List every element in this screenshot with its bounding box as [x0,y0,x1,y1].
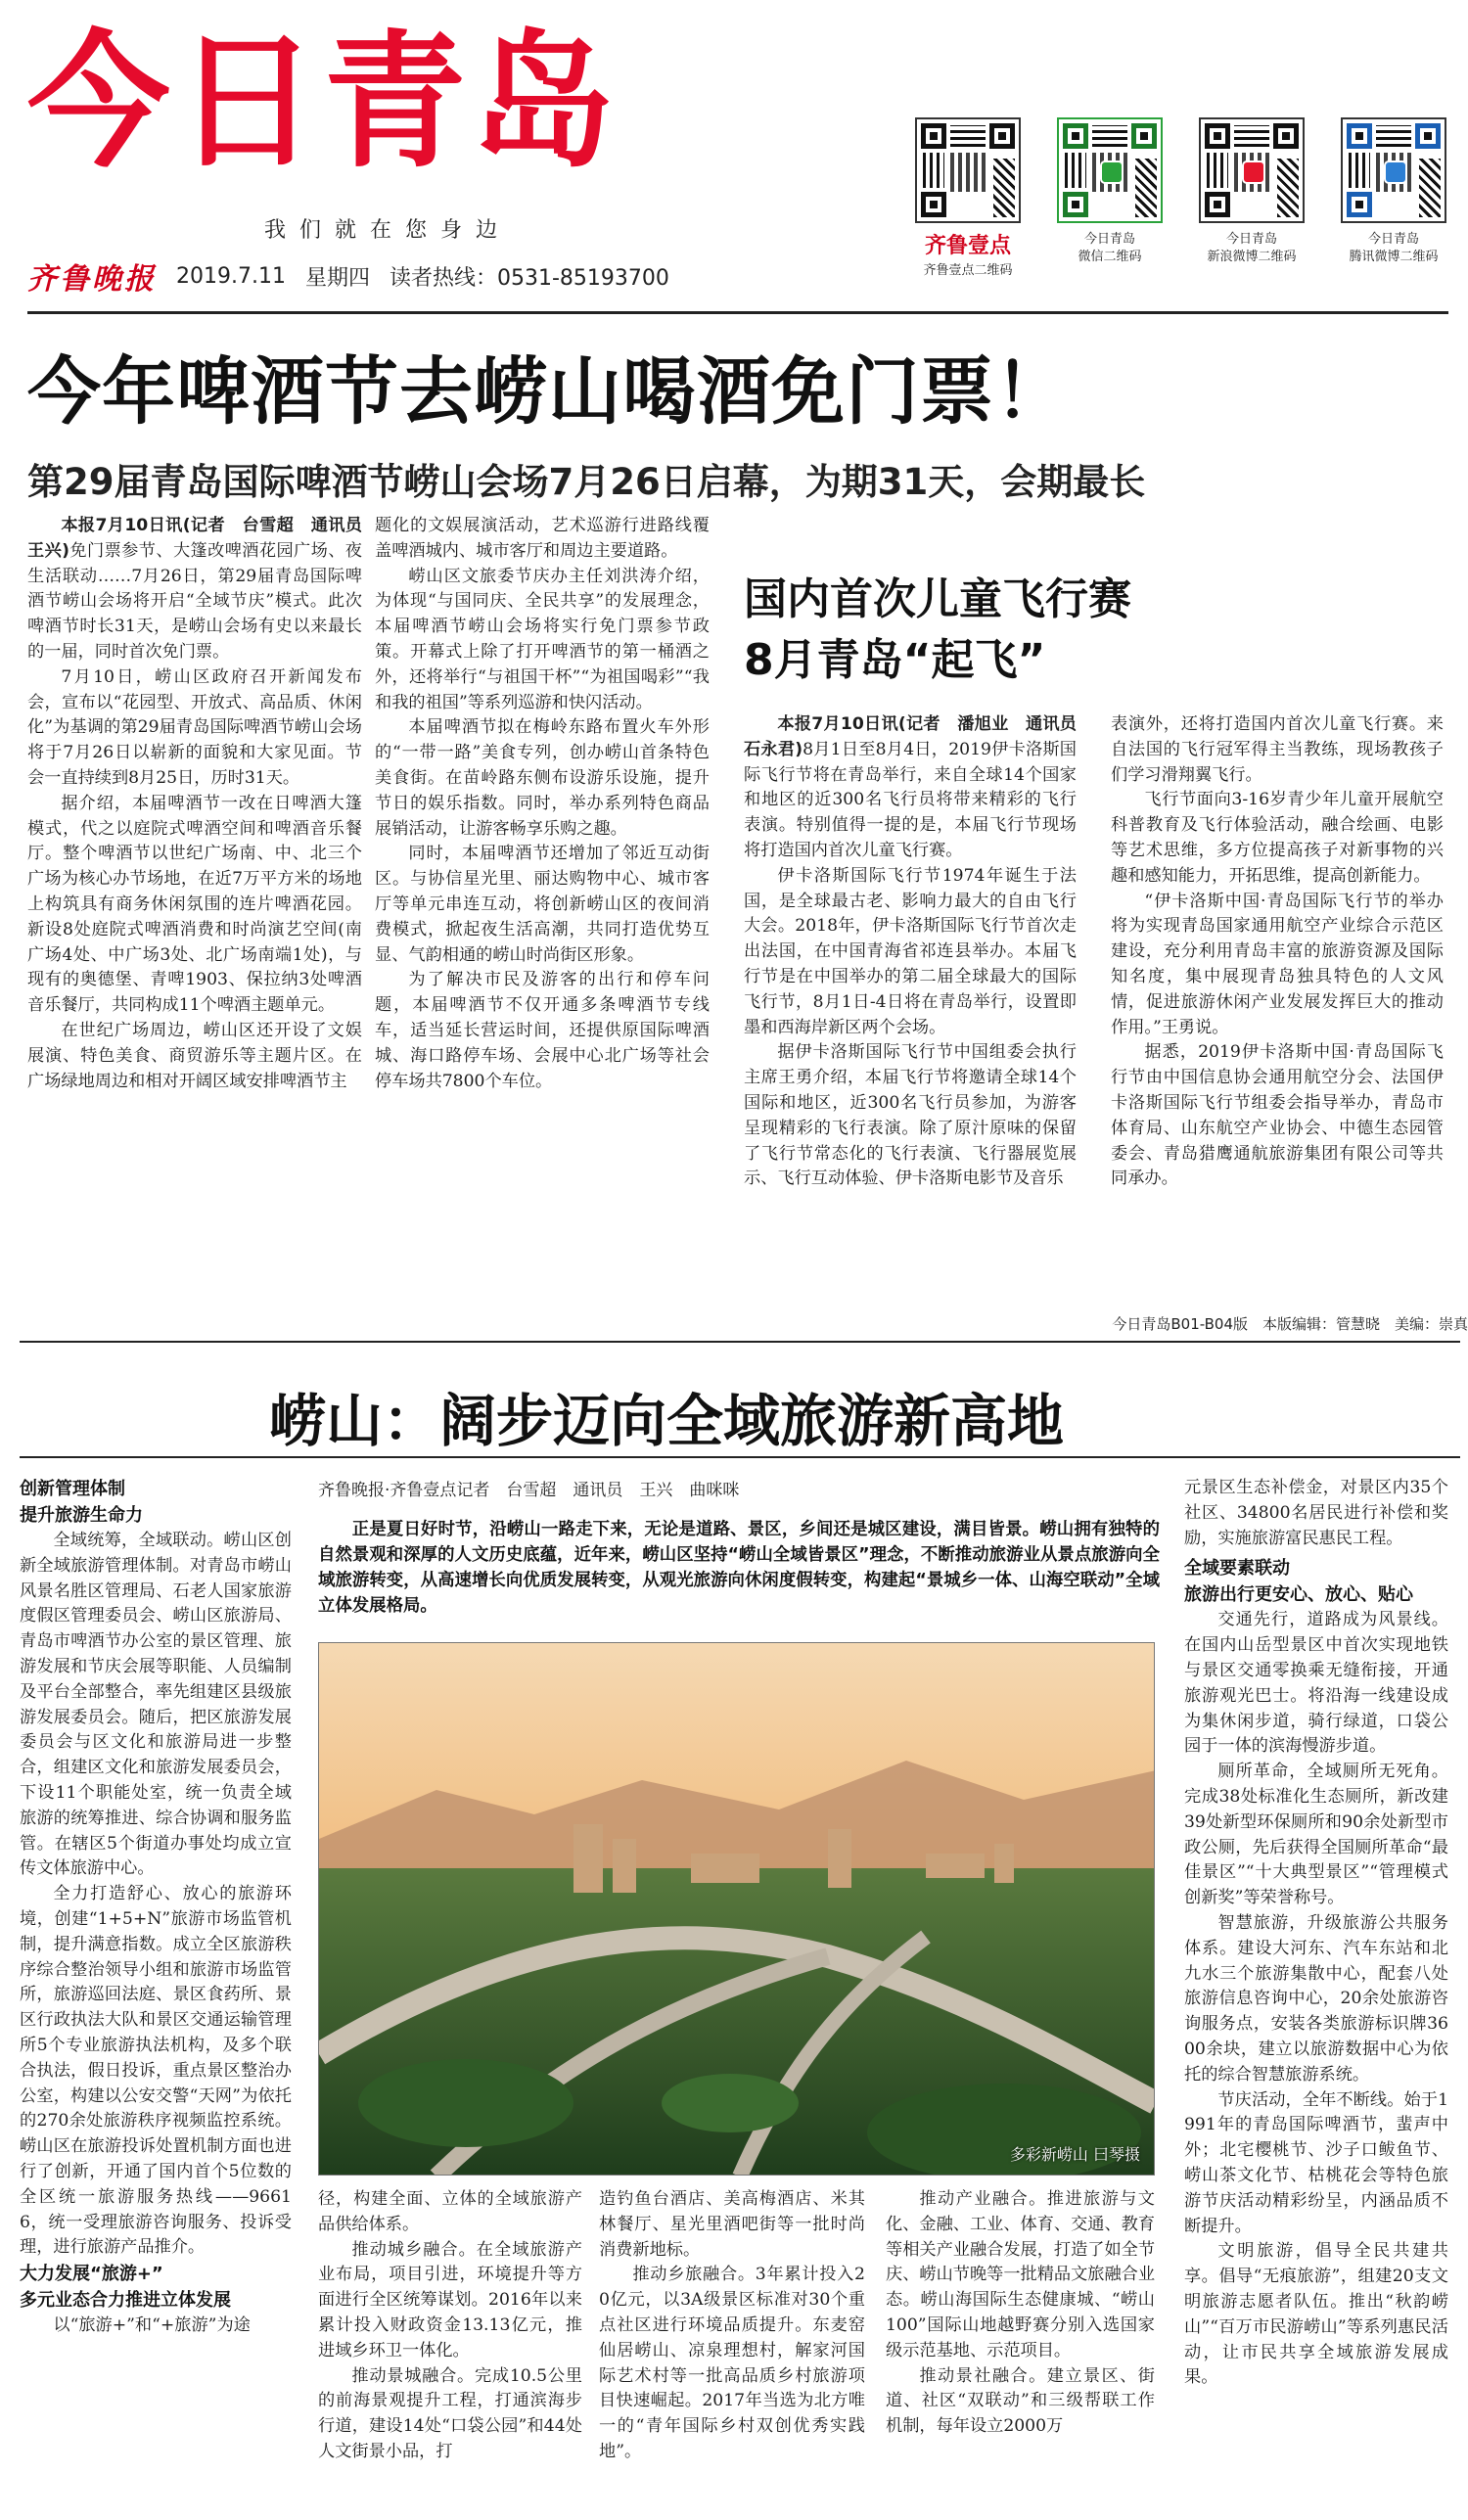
qilu-yidian-logo: 齐鲁壹点 [924,234,1011,258]
feature-right-col [1184,1476,1448,2391]
paragraph: 据介绍，本届啤酒节一改在日啤酒大篷模式，代之以庭院式啤酒空间和啤酒音乐餐厅。整个啤酒节以世纪广场南、中、北三个广场为核心办节场地，在近7万平方米的场地上构筑具有商务休闲氛围的连片啤酒花园。新设8处庭院式啤酒消费和时尚演艺空间(南广场4处、中广场3处、北广场南端1处)，与现有的奥德堡、青啤1903、保拉纳3处啤酒音乐餐厅，共同构成11个啤酒主题单元。 [27,793,362,1016]
lead-story-col1 [27,514,380,1094]
paragraph: 径，构建全面、立体的全域旅游产品供给体系。 [318,2189,582,2234]
paragraph: 在世纪广场周边，崂山区还开设了文娱展演、特色美食、商贸游乐等主题片区。在广场绿地周边和相对开阔区域安排啤酒节主 [27,1020,362,1091]
paragraph: 题化的文娱展演活动，艺术巡游行进路线覆盖啤酒城内、城市客厅和周边主要道路。 [375,516,710,561]
masthead-title: 今日青岛 [27,18,620,188]
paragraph: 推动乡旅融合。3年累计投入20亿元，以3A级景区标准对30个重点社区进行环境品质提升。东麦窑仙居崂山、凉泉理想村，解家河国际艺术村等一批高品质乡村旅游项目快速崛起。2017年当选为北方唯一的“青年国际乡村双创优秀实践地”。 [599,2265,865,2461]
feature-headline: 崂山：阔步迈向全域旅游新高地 [269,1388,1065,1454]
flight-story-col2 [1111,712,1444,1192]
paragraph: 飞行节面向3-16岁青少年儿童开展航空科普教育及飞行体验活动，融合绘画、电影等艺术思维，多方位提高孩子对新事物的兴趣和感知能力，开拓思维，提高创新能力。 [1111,790,1444,886]
paragraph: 造钓鱼台酒店、美高梅酒店、米其林餐厅、星光里酒吧街等一批时尚消费新地标。 [599,2189,865,2260]
qr-label: 齐鲁壹点二维码 [923,263,1013,278]
paragraph: “伊卡洛斯中国·青岛国际飞行节的举办将为实现青岛国家通用航空产业综合示范区建设，充分利用青岛丰富的旅游资源及国际知名度，集中展现青岛独具特色的人文风情，促进旅游休闲产业发展发挥巨大的推动作用。”王勇说。 [1111,891,1444,1037]
lead-subhead: 第29届青岛国际啤酒节崂山会场7月26日启幕，为期31天，会期最长 [27,461,1146,503]
qr-label: 今日青岛 腾讯微博二维码 [1349,232,1439,264]
paragraph: 交通先行，道路成为风景线。在国内山岳型景区中首次实现地铁与景区交通零换乘无缝衔接，开通旅游观光巴士。将沿海一线建设成为集休闲步道，骑行绿道，口袋公园于一体的滨海慢游步道。 [1184,1610,1448,1757]
section-subtitle: 创新管理体制 提升旅游生命力 [20,1479,143,1526]
hotline-label: 读者热线： [389,265,497,291]
paragraph: 本届啤酒节拟在梅岭东路布置火车外形的“一带一路”美食专列，创办崂山首条特色美食街。在苗岭路东侧布设游乐设施，提升节日的娱乐指数。同时，举办系列特色商品展销活动，让游客畅享乐购之趣。 [375,717,710,839]
paragraph: 伊卡洛斯国际飞行节1974年诞生于法国，是全球最古老、影响力最大的自由飞行大会。2018年，伊卡洛斯国际飞行节首次走出法国，在中国青海省祁连县举办。本届飞行节是在中国举办的第二届全球最大的国际飞行节，8月1日-4日将在青岛举行，设置即墨和西海岸新区两个会场。 [744,865,1077,1037]
paragraph: 推动城乡融合。在全域旅游产业布局，项目引进，环境提升等方面进行全区统筹谋划。2016年以来累计投入财政资金13.13亿元，推进域乡环卫一体化。 [318,2239,582,2360]
section-subtitle: 全域要素联动 旅游出行更安心、放心、贴心 [1184,1558,1413,1606]
paragraph: 推动景城融合。完成10.5公里的前海景观提升工程，打通滨海步行道，建设14处“口袋公园”和44处人文街景小品，打 [318,2365,582,2461]
paragraph: 据悉，2019伊卡洛斯中国·青岛国际飞行节由中国信息协会通用航空分会、法国伊卡洛斯国际飞行节组委会指导举办，青岛市体育局、山东航空产业协会、中德生态园管委会、青岛猎鹰通航旅游集团有限公司等共同承办。 [1111,1042,1444,1189]
paragraph: 节庆活动，全年不断线。始于1991年的青岛国际啤酒节，蜚声中外；北宅樱桃节、沙子口鲅鱼节、崂山茶文化节、枯桃花会等特色旅游节庆活动精彩纷呈，内涵品质不断提升。 [1184,2089,1448,2236]
laoshan-city-photo [318,1642,1155,2176]
flight-story-col1 [744,712,1094,1192]
photo-caption: 多彩新崂山 曰琴摄 [1009,2145,1140,2164]
qr-code-wechat[interactable] [1057,117,1163,265]
paragraph: 据伊卡洛斯国际飞行节中国组委会执行主席王勇介绍，本届飞行节将邀请全球14个国际和地区，近300名飞行员参加，为游客呈现精彩的飞行表演。除了原汁原味的保留了飞行节常态化的飞行表演、飞行器展览展示、飞行互动体验、伊卡洛斯电影节及音乐 [744,1042,1077,1189]
paragraph: 7月10日，崂山区政府召开新闻发布会，宣布以“花园型、开放式、高品质、休闲化”为基调的第29届青岛国际啤酒节崂山会场将于7月26日以崭新的面貌和大家见面。节会一直持续到8月25日，历时31天。 [27,666,362,788]
feature-lead: 正是夏日好时节，沿崂山一路走下来，无论是道路、景区，乡间还是城区建设，满目皆景。崂山拥有独特的自然景观和深厚的人文历史底蕴，近年来，崂山区坚持“崂山全域皆景区”理念，不断推动旅游业从景点旅游向全域旅游转变，从高速增长向优质发展转变，从观光旅游向休闲度假转变，构建起“景城乡一体、山海空联动”全域立体发展格局。 [318,1520,1160,1617]
feature-mid-col1 [318,2187,582,2465]
qr-code-sina-weibo[interactable] [1199,117,1305,265]
qr-label: 今日青岛 微信二维码 [1078,232,1142,264]
qr-code-qilu[interactable] [915,117,1021,280]
paragraph: 为了解决市民及游客的出行和停车问题，本届啤酒节不仅开通多条啤酒节专线车，适当延长营运时间，还提供原国际啤酒城、海口路停车场、会展中心北广场等社会停车场共7800个车位。 [375,970,710,1091]
dateline [27,256,810,296]
paragraph: 智慧旅游，升级旅游公共服务体系。建设大河东、汽车东站和北九水三个旅游集散中心，配套八处旅游信息咨询中心，20余处旅游咨询服务点，安装各类旅游标识牌3600余块，建立以旅游数据中心为依托的综合智慧旅游系统。 [1184,1912,1448,2085]
paragraph: 本报7月10日讯(记者 潘旭业 通讯员 石永君)8月1日至8月4日，2019伊卡洛斯国际飞行节将在青岛举行，来自全球14个国家和地区的近300名飞行员将带来精彩的飞行表演。特别值得一提的是，本届飞行节现场将打造国内首次儿童飞行赛。 [744,714,1094,860]
feature-mid-col3 [886,2187,1155,2440]
paragraph: 全域统筹，全域联动。崂山区创新全域旅游管理体制。对青岛市崂山风景名胜区管理局、石老人国家旅游度假区管理委员会、崂山区旅游局、青岛市啤酒节办公室的景区管理、旅游发展和节庆会展等职能、人员编制及平台全部整合，率先组建区县级旅游发展委员会。随后，把区旅游发展委员会与区文化和旅游局进一步整合，组建区文化和旅游发展委员会，下设11个职能处室，统一负责全域旅游的统筹推进、综合协调和服务监管。在辖区5个街道办事处均成立宣传文体旅游中心。 [20,1531,292,1879]
paragraph: 本报7月10日讯(记者 台雪超 通讯员 王兴)免门票参节、大篷改啤酒花园广场、夜生活联动……7月26日，第29届青岛国际啤酒节崂山会场将开启“全域节庆”模式。此次啤酒节时长31天，是崂山会场有史以来最长的一届，同时首次免门票。 [27,516,380,662]
paragraph: 全力打造舒心、放心的旅游环境，创建“1+5+N”旅游市场监管机制，提升满意指数。成立全区旅游秩序综合整治领导小组和旅游市场监管所，旅游巡回法庭、景区食药所、景区行政执法大队和景区交通运输管理所5个专业旅游执法机构，及多个联合执法，假日投诉，重点景区整治办公室，构建以公安交警“天网”为依托的270余处旅游秩序视频监控系统。崂山区在旅游投诉处置机制方面也进行了创新，开通了国内首个5位数的全区统一旅游服务热线——96616，统一受理旅游咨询服务、投诉受理，进行旅游产品推介。 [20,1884,292,2258]
qr-code-image [1057,117,1163,223]
feature-divider [20,1456,1460,1458]
paragraph: 同时，本届啤酒节还增加了邻近互动街区。与协信星光里、丽达购物中心、城市客厅等单元串连互动，将创新崂山区的夜间消费模式，掀起夜生活高潮，共同打造优势互显、气韵相通的崂山时尚街区形象。 [375,844,710,965]
masthead-divider [27,311,1448,314]
feature-mid-col2 [599,2187,865,2465]
feature-reporters: 齐鲁晚报·齐鲁壹点记者 台雪超 通讯员 王兴 曲咪咪 [318,1481,740,1500]
hotline-number: 0531-85193700 [497,265,669,291]
lead-headline: 今年啤酒节去崂山喝酒免门票！ [27,348,1070,435]
brand-logo: 齐鲁晚报 [27,262,157,297]
issue-weekday: 星期四 [304,265,370,291]
paragraph: 推动产业融合。推进旅游与文化、金融、工业、体育、交通、教育等相关产业融合发展，打造了如全节庆、崂山节晚等一批精品文旅融合业态。崂山海国际生态健康城、“崂山100”国际山地越野赛分别入选国家级示范基地、示范项目。 [886,2189,1156,2360]
hotline [390,261,669,292]
paragraph: 以“旅游+”和“+旅游”为途 [53,2315,251,2336]
paragraph: 元景区生态补偿金，对景区内35个社区、34800名居民进行补偿和奖励，实施旅游富民惠民工程。 [1184,1478,1448,1548]
issue-date: 2019.7.11 [176,263,286,289]
lead-story-col2 [375,514,710,1094]
section-divider [20,1341,1460,1343]
qr-code-image [915,117,1021,223]
section-subtitle: 大力发展“旅游+” 多元业态合力推进立体发展 [20,2264,231,2312]
masthead-slogan: 我们就在您身边 [264,218,512,243]
qr-code-image [1199,117,1305,223]
paragraph: 推动景社融合。建立景区、街道、社区“双联动”和三级帮联工作机制，每年设立2000万 [886,2365,1155,2437]
qr-code-row [915,117,1448,294]
paragraph: 文明旅游，倡导全民共建共享。倡导“无痕旅游”，组建20支文明旅游志愿者队伍。推出“秋韵崂山”“百万市民游崂山”等系列惠民活动，让市民共享全域旅游发展成果。 [1184,2241,1448,2388]
paragraph: 厕所革命，全域厕所无死角。完成38处标准化生态厕所，新改建39处新型环保厕所和90余处新型市政公厕，先后获得全国厕所革命“最佳景区”“十大典型景区”“管理模式创新奖”等荣誉称号。 [1184,1762,1448,1908]
paragraph: 表演外，还将打造国内首次儿童飞行赛。来自法国的飞行冠军得主当教练，现场教孩子们学习滑翔翼飞行。 [1111,714,1444,785]
headline-line-2: 8月青岛“起飞” [744,635,1046,685]
qr-label: 今日青岛 新浪微博二维码 [1207,232,1297,264]
qr-code-image [1341,117,1446,223]
page-info: 今日青岛B01-B04版 本版编辑：管慧晓 美编：崇真 [1112,1315,1468,1333]
feature-left-col [20,1476,292,2339]
qr-code-tencent-weibo[interactable] [1341,117,1446,265]
dateline-byline: 本报7月10日讯(记者 潘旭业 通讯员 石永君) [744,714,1094,759]
paragraph: 崂山区文旅委节庆办主任刘洪涛介绍，为体现“与国同庆、全民共享”的发展理念，本届啤酒节崂山会场将实行免门票参节政策。开幕式上除了打开啤酒节的第一桶酒之外，还将举行“与祖国干杯”“为祖国喝彩”“我和我的祖国”等系列巡游和快闪活动。 [375,566,710,712]
flight-festival-headline [744,570,1429,691]
photo-illustration [319,1643,1155,2176]
headline-line-1: 国内首次儿童飞行赛 [744,574,1131,624]
dateline-byline: 本报7月10日讯(记者 台雪超 通讯员 王兴) [27,516,380,561]
